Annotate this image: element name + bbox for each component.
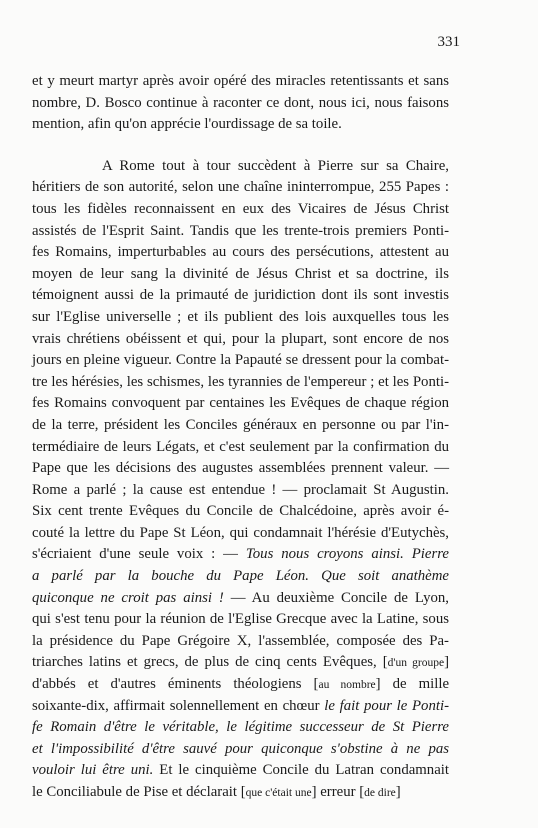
text-line bbox=[32, 221, 449, 243]
text-line bbox=[32, 588, 449, 610]
text-segment: mention, afin qu'on apprécie l'ourdissage de sa toile. bbox=[32, 116, 342, 133]
page-number: 331 bbox=[437, 34, 460, 50]
italic-text: le fait pour le Ponti- bbox=[324, 697, 450, 714]
text-line bbox=[32, 177, 449, 199]
text-segment: la présidence du Pape Grégoire X, l'assemblée, composée des Pa- bbox=[32, 632, 449, 649]
inserted-note: d'un groupe bbox=[387, 657, 445, 670]
text-line bbox=[32, 739, 449, 761]
text-line bbox=[32, 350, 449, 372]
text-segment: héritiers de son autorité, selon une chaîne ininterrompue, 255 Papes : bbox=[32, 179, 449, 196]
text-segment: témoignent aussi de la primauté de juridiction dont ils sont investis bbox=[32, 287, 449, 304]
text-segment: le Conciliabule de Pise et déclarait [ bbox=[32, 784, 246, 800]
text-segment: tre les hérésies, les schismes, les tyrannies de l'empereur ; et les Ponti- bbox=[32, 373, 449, 390]
text-line bbox=[32, 393, 449, 415]
text-line bbox=[32, 114, 449, 136]
text-segment: nombre, D. Bosco continue à raconter ce dont, nous ici, nous faisons bbox=[32, 94, 449, 111]
text-segment: — Au deuxième Concile de Lyon, bbox=[223, 589, 449, 606]
inserted-note: au nombre bbox=[318, 679, 376, 692]
text-segment: sur l'Eglise universelle ; et ils publient des lois auxquelles tous les bbox=[32, 308, 449, 325]
text-segment: ] de mille bbox=[375, 676, 450, 693]
text-segment: ] bbox=[395, 784, 401, 800]
italic-text: Tous nous croyons ainsi. Pierre bbox=[245, 546, 449, 563]
text-segment: soixante-dix, affirmait solennellement en chœur bbox=[32, 697, 325, 714]
text-segment: et y meurt martyr après avoir opéré des miracles retentissants et sans bbox=[32, 73, 449, 89]
text-segment: termédiaire de leurs Légats, et c'est seulement par la confirmation du bbox=[32, 438, 449, 455]
text-line bbox=[32, 93, 449, 115]
text-line bbox=[32, 415, 449, 437]
text-segment: qui s'est tenu pour la réunion de l'Eglise Grecque avec la Latine, sous bbox=[32, 611, 449, 628]
text-segment: Rome a parlé ; la cause est entendue ! — proclamait St Augustin. bbox=[32, 481, 449, 498]
text-line bbox=[32, 242, 449, 264]
text-line bbox=[32, 458, 449, 480]
italic-text: a parlé par la bouche du Pape Léon. Que soit anathème bbox=[32, 568, 449, 585]
text-line bbox=[32, 631, 449, 653]
text-line bbox=[32, 696, 449, 718]
text-line bbox=[32, 480, 449, 502]
text-segment: fes Romains, imperturbables au cours des persécutions, attestent au bbox=[32, 244, 449, 261]
text-line bbox=[32, 566, 449, 588]
text-segment: ] bbox=[444, 654, 449, 671]
text-segment: moyen de leur sang la divinité de Jésus Christ et sa doctrine, ils bbox=[32, 265, 449, 282]
text-segment: fes Romains convoquent par centaines les Evêques de chaque région bbox=[32, 395, 449, 412]
text-segment: Et le cinquième Concile du Latran condamnait bbox=[153, 762, 449, 779]
text-segment: Pape que les décisions des augustes assemblées prennent valeur. — bbox=[32, 460, 449, 477]
text-line bbox=[32, 523, 449, 545]
italic-text: et l'impossibilité d'être sauvé pour quiconque s'obstine à ne pas bbox=[32, 740, 449, 757]
text-segment: s'écriaient d'une seule voix : — bbox=[32, 546, 246, 563]
text-line bbox=[32, 717, 449, 739]
text-line bbox=[32, 329, 449, 351]
text-line bbox=[32, 609, 449, 631]
text-segment: couté la lettre du Pape St Léon, qui condamnait l'hérésie d'Eutychès, bbox=[32, 524, 449, 541]
text-line bbox=[32, 285, 449, 307]
text-line bbox=[32, 437, 449, 459]
text-line bbox=[32, 501, 449, 523]
text-line bbox=[32, 71, 449, 93]
paragraph-gap bbox=[32, 136, 449, 156]
text-line bbox=[32, 307, 449, 329]
text-line bbox=[32, 544, 449, 566]
body-text bbox=[32, 71, 449, 804]
text-segment: jours en pleine vigueur. Contre la Papauté se dressent pour la combat- bbox=[32, 352, 449, 369]
text-segment: d'abbés et d'autres éminents théologiens [ bbox=[32, 676, 319, 693]
inserted-note: de dire bbox=[364, 787, 396, 799]
text-line bbox=[32, 264, 449, 286]
text-segment: de la terre, président les Conciles généraux en personne ou par l'in- bbox=[32, 416, 449, 433]
text-line bbox=[32, 782, 449, 804]
text-line bbox=[32, 760, 449, 782]
text-line bbox=[32, 652, 449, 674]
text-line bbox=[32, 372, 449, 394]
text-line bbox=[32, 674, 449, 696]
italic-text: vouloir lui être uni. bbox=[32, 762, 154, 779]
italic-text: quiconque ne croit pas ainsi ! bbox=[32, 589, 224, 606]
text-segment: assistés de l'Esprit Saint. Tandis que les trente-trois premiers Ponti- bbox=[32, 222, 449, 239]
text-segment: Six cent trente Evêques du Concile de Chalcédoine, après avoir é- bbox=[32, 503, 449, 520]
inserted-note: que c'était une bbox=[245, 787, 312, 799]
text-line bbox=[32, 156, 449, 178]
text-segment: ] erreur [ bbox=[311, 784, 365, 800]
text-segment: triarches latins et grecs, de plus de cinq cents Evêques, [ bbox=[32, 654, 388, 671]
italic-text: fe Romain d'être le véritable, le légitime successeur de St Pierre bbox=[32, 719, 449, 736]
text-segment: vrais chrétiens obéissent et qui, pour la plupart, sont encore de nos bbox=[32, 330, 449, 347]
text-segment: tous les fidèles reconnaissent en eux des Vicaires de Jésus Christ bbox=[32, 200, 449, 217]
text-line bbox=[32, 199, 449, 221]
text-segment: A Rome tout à tour succèdent à Pierre sur sa Chaire, bbox=[102, 157, 449, 174]
